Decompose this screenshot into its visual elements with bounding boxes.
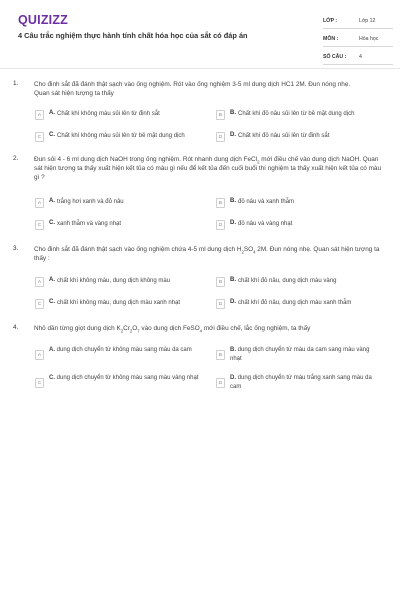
subscript: 2 xyxy=(129,328,133,334)
answer-box[interactable]: A xyxy=(35,350,44,360)
option-text: Chất khí không màu sủi lên từ bề mặt dung dịch xyxy=(57,133,185,139)
option-text: Chất khí không màu sủi lên từ đinh sắt xyxy=(57,111,160,117)
question-text-part: Đun sôi 4 - 6 ml dung dịch NaOH trong ống nghiệm. Rót nhanh dung dịch FeCl xyxy=(34,156,258,163)
option-text: dung dịch chuyển từ màu trắng xanh sang màu da cam xyxy=(230,375,372,390)
option-body xyxy=(230,346,380,363)
meta-value-count: 4 xyxy=(359,54,362,60)
option-letter: B. xyxy=(230,277,236,283)
worksheet-header xyxy=(0,0,400,68)
answer-box[interactable]: C xyxy=(35,378,44,388)
option-a[interactable] xyxy=(35,110,211,120)
answer-box[interactable]: B xyxy=(216,350,225,360)
question-text xyxy=(34,155,386,183)
option-b[interactable] xyxy=(216,198,392,208)
option-body xyxy=(49,346,199,355)
question-text-part: mới điều chế vào dung dịch NaOH. Quan sát hiện tượng ta thấy xuất hiện kết tủa có màu gì nếu để kết tủa đến cuối buổi thí nghiệm ta thấy xuất hiện kết tủa có màu gì ? xyxy=(34,156,382,182)
meta-value-subject: Hóa học xyxy=(359,36,379,42)
meta-row-class xyxy=(323,14,393,29)
option-letter: C. xyxy=(49,220,55,226)
option-text: đỏ nâu và vàng nhạt xyxy=(238,221,293,227)
option-text: chất khí đỏ nâu, dung dịch màu xanh thẫm xyxy=(238,300,352,306)
option-text: Chất khí đỏ nâu sủi lên từ bề mặt dung dịch xyxy=(238,111,355,117)
option-text: xanh thẫm và vàng nhạt xyxy=(57,221,122,227)
option-text: trắng hơi xanh và đỏ nâu xyxy=(57,199,124,205)
question-text-part: SO xyxy=(243,246,254,253)
option-letter: A. xyxy=(49,198,55,204)
option-b[interactable] xyxy=(216,110,392,120)
option-text: chất khí không màu, dung dịch màu xanh nhạt xyxy=(57,300,181,306)
question-text-part: Cho đinh sắt đã đánh thật sạch vào ống nghiệm chứa 4-5 ml dung dịch H xyxy=(34,246,242,253)
question-text-part: vào dung dịch FeSO xyxy=(139,325,200,332)
answer-box[interactable]: D xyxy=(216,378,225,388)
question-text-part: Cr xyxy=(123,325,130,332)
option-d[interactable] xyxy=(216,220,392,230)
page-title: 4 Câu trắc nghiệm thực hành tính chất hóa học của sắt có đáp án xyxy=(18,31,248,40)
answer-box[interactable]: C xyxy=(35,132,44,142)
option-letter: C. xyxy=(49,375,55,381)
option-d[interactable] xyxy=(216,299,392,309)
meta-row-count xyxy=(323,50,393,65)
option-text: dung dịch chuyển từ không màu sang màu vàng nhạt xyxy=(56,375,199,381)
option-text: dung dịch chuyển từ không màu sang màu da cam xyxy=(56,347,192,353)
option-a[interactable] xyxy=(35,346,211,360)
option-d[interactable] xyxy=(216,374,392,391)
answer-box[interactable]: A xyxy=(35,277,44,287)
header-divider xyxy=(0,68,400,69)
answer-box[interactable]: D xyxy=(216,132,225,142)
option-c[interactable] xyxy=(35,220,211,230)
option-letter: D. xyxy=(230,299,236,305)
option-d[interactable] xyxy=(216,132,392,142)
subscript: 2 xyxy=(241,249,244,255)
meta-label-count: SỐ CÂU : xyxy=(323,54,347,60)
option-body xyxy=(49,374,199,383)
option-text: Chất khí đỏ nâu sủi lên từ đinh sắt xyxy=(238,133,330,139)
option-text: chất khí đỏ nâu, dung dịch màu vàng xyxy=(238,278,337,284)
subscript: 4 xyxy=(253,249,256,255)
question-text-part: Nhỏ dần từng giọt dung dịch K xyxy=(34,325,121,332)
option-c[interactable] xyxy=(35,299,211,309)
option-c[interactable] xyxy=(35,132,211,142)
meta-label-subject: MÔN : xyxy=(323,36,339,42)
question-number: 2. xyxy=(13,155,19,162)
question-text-part: 2M. Đun nóng nhẹ. Quan sát hiện tượng ta thấy : xyxy=(34,246,380,263)
question-text-part: mới điều chế, lắc ống nghiệm, ta thấy xyxy=(202,325,311,332)
question-number: 3. xyxy=(13,245,19,252)
option-letter: A. xyxy=(49,277,55,283)
meta-value-class: Lớp 12 xyxy=(359,18,376,24)
option-a[interactable] xyxy=(35,198,211,208)
option-b[interactable] xyxy=(216,346,392,363)
answer-box[interactable]: D xyxy=(216,299,225,309)
answer-box[interactable]: B xyxy=(216,277,225,287)
option-letter: B. xyxy=(230,110,236,116)
question-text xyxy=(34,245,386,263)
answer-box[interactable]: B xyxy=(216,110,225,120)
option-letter: D. xyxy=(230,375,236,381)
option-a[interactable] xyxy=(35,277,211,287)
answer-box[interactable]: D xyxy=(216,220,225,230)
meta-row-subject xyxy=(323,32,393,47)
option-letter: D. xyxy=(230,220,236,226)
meta-label-class: LỚP : xyxy=(323,18,338,24)
option-text: đỏ nâu và xanh thẫm xyxy=(238,199,295,205)
option-letter: B. xyxy=(230,347,236,353)
answer-box[interactable]: C xyxy=(35,299,44,309)
question-text-part: O xyxy=(132,325,138,332)
option-b[interactable] xyxy=(216,277,392,287)
answer-box[interactable]: C xyxy=(35,220,44,230)
question-text xyxy=(34,80,386,98)
answer-box[interactable]: A xyxy=(35,110,44,120)
option-letter: B. xyxy=(230,198,236,204)
option-letter: A. xyxy=(49,347,55,353)
meta-panel xyxy=(323,14,393,68)
subscript: 7 xyxy=(137,328,140,334)
option-letter: A. xyxy=(49,110,55,116)
answer-box[interactable]: A xyxy=(35,198,44,208)
option-letter: C. xyxy=(49,299,55,305)
quizizz-logo[interactable]: QUIZIZZ xyxy=(18,13,69,27)
option-text: chất khí không màu, dung dịch không màu xyxy=(57,278,171,284)
option-c[interactable] xyxy=(35,374,211,388)
subscript: 2 xyxy=(120,328,124,334)
answer-box[interactable]: B xyxy=(216,198,225,208)
subscript: 2 xyxy=(257,159,260,165)
option-letter: D. xyxy=(230,132,236,138)
option-letter: C. xyxy=(49,132,55,138)
option-body xyxy=(230,374,380,391)
question-text xyxy=(34,324,386,333)
subscript: 4 xyxy=(199,328,203,334)
question-number: 1. xyxy=(13,80,19,87)
question-text-line: Quan sát hiện tượng ta thấy xyxy=(34,90,114,98)
question-text-line: Cho đinh sắt đã đánh thật sạch vào ống nghiệm. Rót vào ống nghiệm 3-5 ml dung dịch HC1 2M. Đun nóng nhẹ. xyxy=(34,81,351,88)
question-number: 4. xyxy=(13,324,19,331)
option-text: dung dịch chuyển từ màu da cam sang màu vàng nhạt xyxy=(230,347,370,362)
